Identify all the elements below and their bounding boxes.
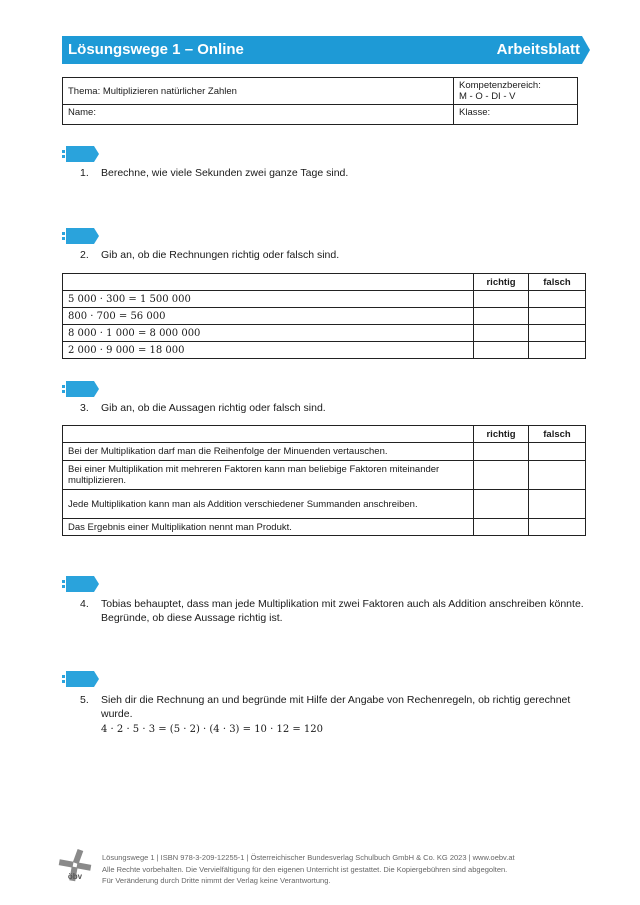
- meta-kompetenz-value: M - O - DI - V: [459, 91, 516, 102]
- row-equation: 800 · 700 = 56 000: [63, 308, 474, 325]
- checkbox-falsch[interactable]: [529, 325, 586, 342]
- task-text: Tobias behauptet, dass man jede Multiplikation mit zwei Faktoren auch als Addition anschreiben könnte. Begründe, ob diese Aussage richtig ist.: [101, 598, 584, 624]
- task-badge-icon: [62, 671, 98, 687]
- meta-kompetenz-label: Kompetenzbereich:: [459, 80, 541, 91]
- checkbox-richtig[interactable]: [474, 342, 529, 359]
- task-5-text: Sieh dir die Rechnung an und begründe mit Hilfe der Angabe von Rechenregeln, ob richtig gerechnet wurde.: [101, 694, 571, 720]
- table-row: [63, 342, 586, 359]
- checkbox-richtig[interactable]: [474, 291, 529, 308]
- svg-text:öbv: öbv: [67, 872, 83, 881]
- footer-line-2: Alle Rechte vorbehalten. Die Vervielfältigung für den eigenen Unterricht ist gestattet. Die Kopiergebühren sind abgegolten.: [102, 864, 508, 874]
- task-text: Gib an, ob die Aussagen richtig oder falsch sind.: [101, 402, 326, 414]
- footer-line-3: Für Veränderung durch Dritte nimmt der Verlag keine Verantwortung.: [102, 876, 331, 885]
- row-equation: 2 000 · 9 000 = 18 000: [63, 342, 474, 359]
- checkbox-richtig[interactable]: [474, 308, 529, 325]
- col-richtig: richtig: [474, 426, 529, 443]
- checkbox-falsch[interactable]: [529, 519, 586, 536]
- task-number: 1.: [80, 167, 89, 179]
- task-badge-icon: [62, 228, 98, 244]
- col-richtig: richtig: [474, 274, 529, 291]
- checkbox-falsch[interactable]: [529, 461, 586, 490]
- table-row: [63, 443, 586, 461]
- row-equation: 5 000 · 300 = 1 500 000: [63, 291, 474, 308]
- checkbox-richtig[interactable]: [474, 461, 529, 490]
- col-falsch: falsch: [529, 426, 586, 443]
- row-equation: 8 000 · 1 000 = 8 000 000: [63, 325, 474, 342]
- task-text: [101, 693, 585, 737]
- oebv-logo: [58, 848, 92, 882]
- row-statement: Das Ergebnis einer Multiplikation nennt man Produkt.: [63, 519, 474, 536]
- table-row: [63, 490, 586, 519]
- row-statement: Bei einer Multiplikation mit mehreren Faktoren kann man beliebige Faktoren miteinander multiplizieren.: [63, 461, 474, 490]
- checkbox-falsch[interactable]: [529, 308, 586, 325]
- meta-name-field: Name:: [63, 105, 454, 125]
- footer-line-1: Lösungswege 1 | ISBN 978-3-209-12255-1 | Österreichischer Bundesverlag Schulbuch GmbH & Co. KG 2023 | www.oebv.at: [102, 853, 515, 862]
- task-badge-icon: [62, 576, 98, 592]
- task-number: 3.: [80, 402, 89, 414]
- meta-table: [62, 77, 578, 125]
- table-row: [63, 325, 586, 342]
- checkbox-falsch[interactable]: [529, 443, 586, 461]
- task-text: Berechne, wie viele Sekunden zwei ganze Tage sind.: [101, 167, 349, 179]
- task-5-formula: 4 · 2 · 5 · 3 = (5 · 2) · (4 · 3) = 10 · 12 = 120: [101, 724, 324, 735]
- task-badge-icon: [62, 381, 98, 397]
- table-row: [63, 519, 586, 536]
- table-rechnungen: [62, 273, 586, 359]
- table-row: [63, 291, 586, 308]
- page-footer: [102, 852, 587, 887]
- task-text: Gib an, ob die Rechnungen richtig oder falsch sind.: [101, 249, 340, 261]
- table-row: [63, 308, 586, 325]
- table-row: [63, 461, 586, 490]
- table-aussagen: [62, 425, 586, 536]
- task-number: 5.: [80, 694, 89, 706]
- checkbox-richtig[interactable]: [474, 325, 529, 342]
- checkbox-richtig[interactable]: [474, 519, 529, 536]
- task-badge-icon: [62, 146, 98, 162]
- row-statement: Jede Multiplikation kann man als Addition verschiedener Summanden anschreiben.: [63, 490, 474, 519]
- meta-klasse-field: Klasse:: [454, 105, 578, 125]
- task-number: 4.: [80, 598, 89, 610]
- checkbox-falsch[interactable]: [529, 490, 586, 519]
- meta-thema: Thema: Multiplizieren natürlicher Zahlen: [63, 78, 454, 105]
- row-statement: Bei der Multiplikation darf man die Reihenfolge der Minuenden vertauschen.: [63, 443, 474, 461]
- header-doc-type: Arbeitsblatt: [496, 41, 580, 58]
- col-falsch: falsch: [529, 274, 586, 291]
- page-header-bar: [62, 36, 582, 64]
- checkbox-richtig[interactable]: [474, 443, 529, 461]
- task-number: 2.: [80, 249, 89, 261]
- checkbox-richtig[interactable]: [474, 490, 529, 519]
- header-title: Lösungswege 1 – Online: [68, 41, 244, 58]
- checkbox-falsch[interactable]: [529, 342, 586, 359]
- meta-kompetenz: [454, 78, 578, 105]
- checkbox-falsch[interactable]: [529, 291, 586, 308]
